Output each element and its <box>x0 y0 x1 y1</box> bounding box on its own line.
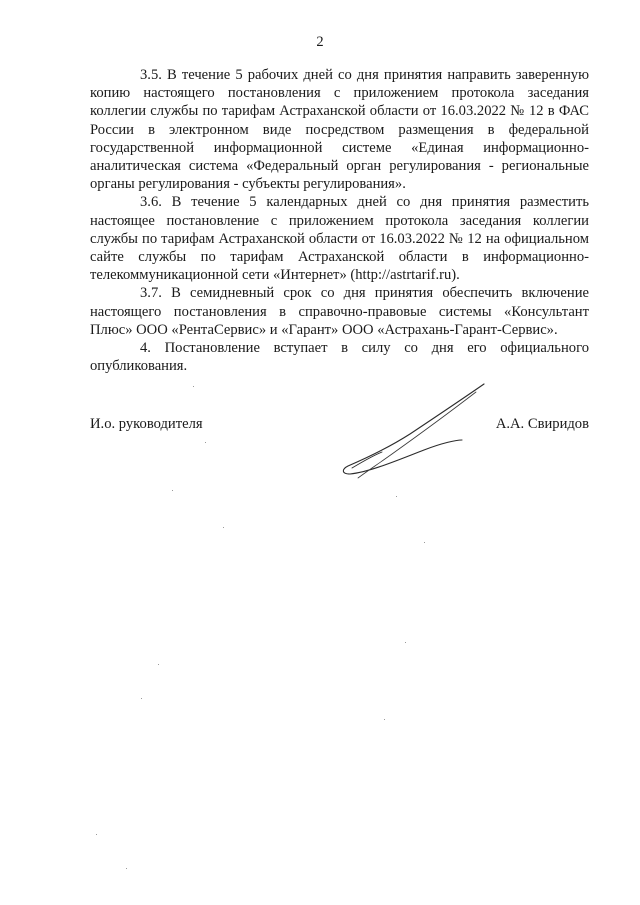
scan-speck <box>223 527 224 528</box>
scan-speck <box>405 642 406 643</box>
paragraph-3-7: 3.7. В семидневный срок со дня принятия обеспечить включение настоящего постановления в справочно-правовые системы «Консультант Плюс» ООО «РентаСервис» и «Гарант» ООО «Астрахань-Гарант-Сервис». <box>90 285 589 338</box>
scan-speck <box>141 698 142 699</box>
scan-speck <box>193 386 194 387</box>
scan-speck <box>96 834 97 835</box>
scan-speck <box>158 664 159 665</box>
handwritten-signature <box>338 382 490 482</box>
scan-speck <box>205 442 206 443</box>
document-body <box>90 66 589 375</box>
scan-speck <box>384 719 385 720</box>
paragraph-3-6: 3.6. В течение 5 календарных дней со дня принятия разместить настоящее постановление с приложением протокола заседания коллегии службы по тарифам Астраханской области от 16.03.2022 № 12 на официальном сайте службы по тарифам Астраханской области в информационно-телекоммуникационной сети «Интернет» (http://astrtarif.ru). <box>90 194 589 284</box>
page-number: 2 <box>316 34 324 50</box>
signatory-title: И.о. руководителя <box>90 416 203 432</box>
signatory-name: А.А. Свиридов <box>495 416 589 432</box>
scan-speck <box>172 490 173 491</box>
paragraph-3-5: 3.5. В течение 5 рабочих дней со дня принятия направить заверенную копию настоящего постановления с приложением протокола заседания коллегии службы по тарифам Астраханской области от 16.03.2022 № 12 в ФАС России в электронном виде посредством размещения в федеральной государственной информационной системе «Единая информационно-аналитическая система «Федеральный орган регулирования - региональные органы регулирования - субъекты регулирования». <box>90 67 589 193</box>
scan-speck <box>424 542 425 543</box>
scan-speck <box>396 496 397 497</box>
paragraph-4: 4. Постановление вступает в силу со дня его официального опубликования. <box>90 340 589 375</box>
scan-speck <box>126 868 127 869</box>
